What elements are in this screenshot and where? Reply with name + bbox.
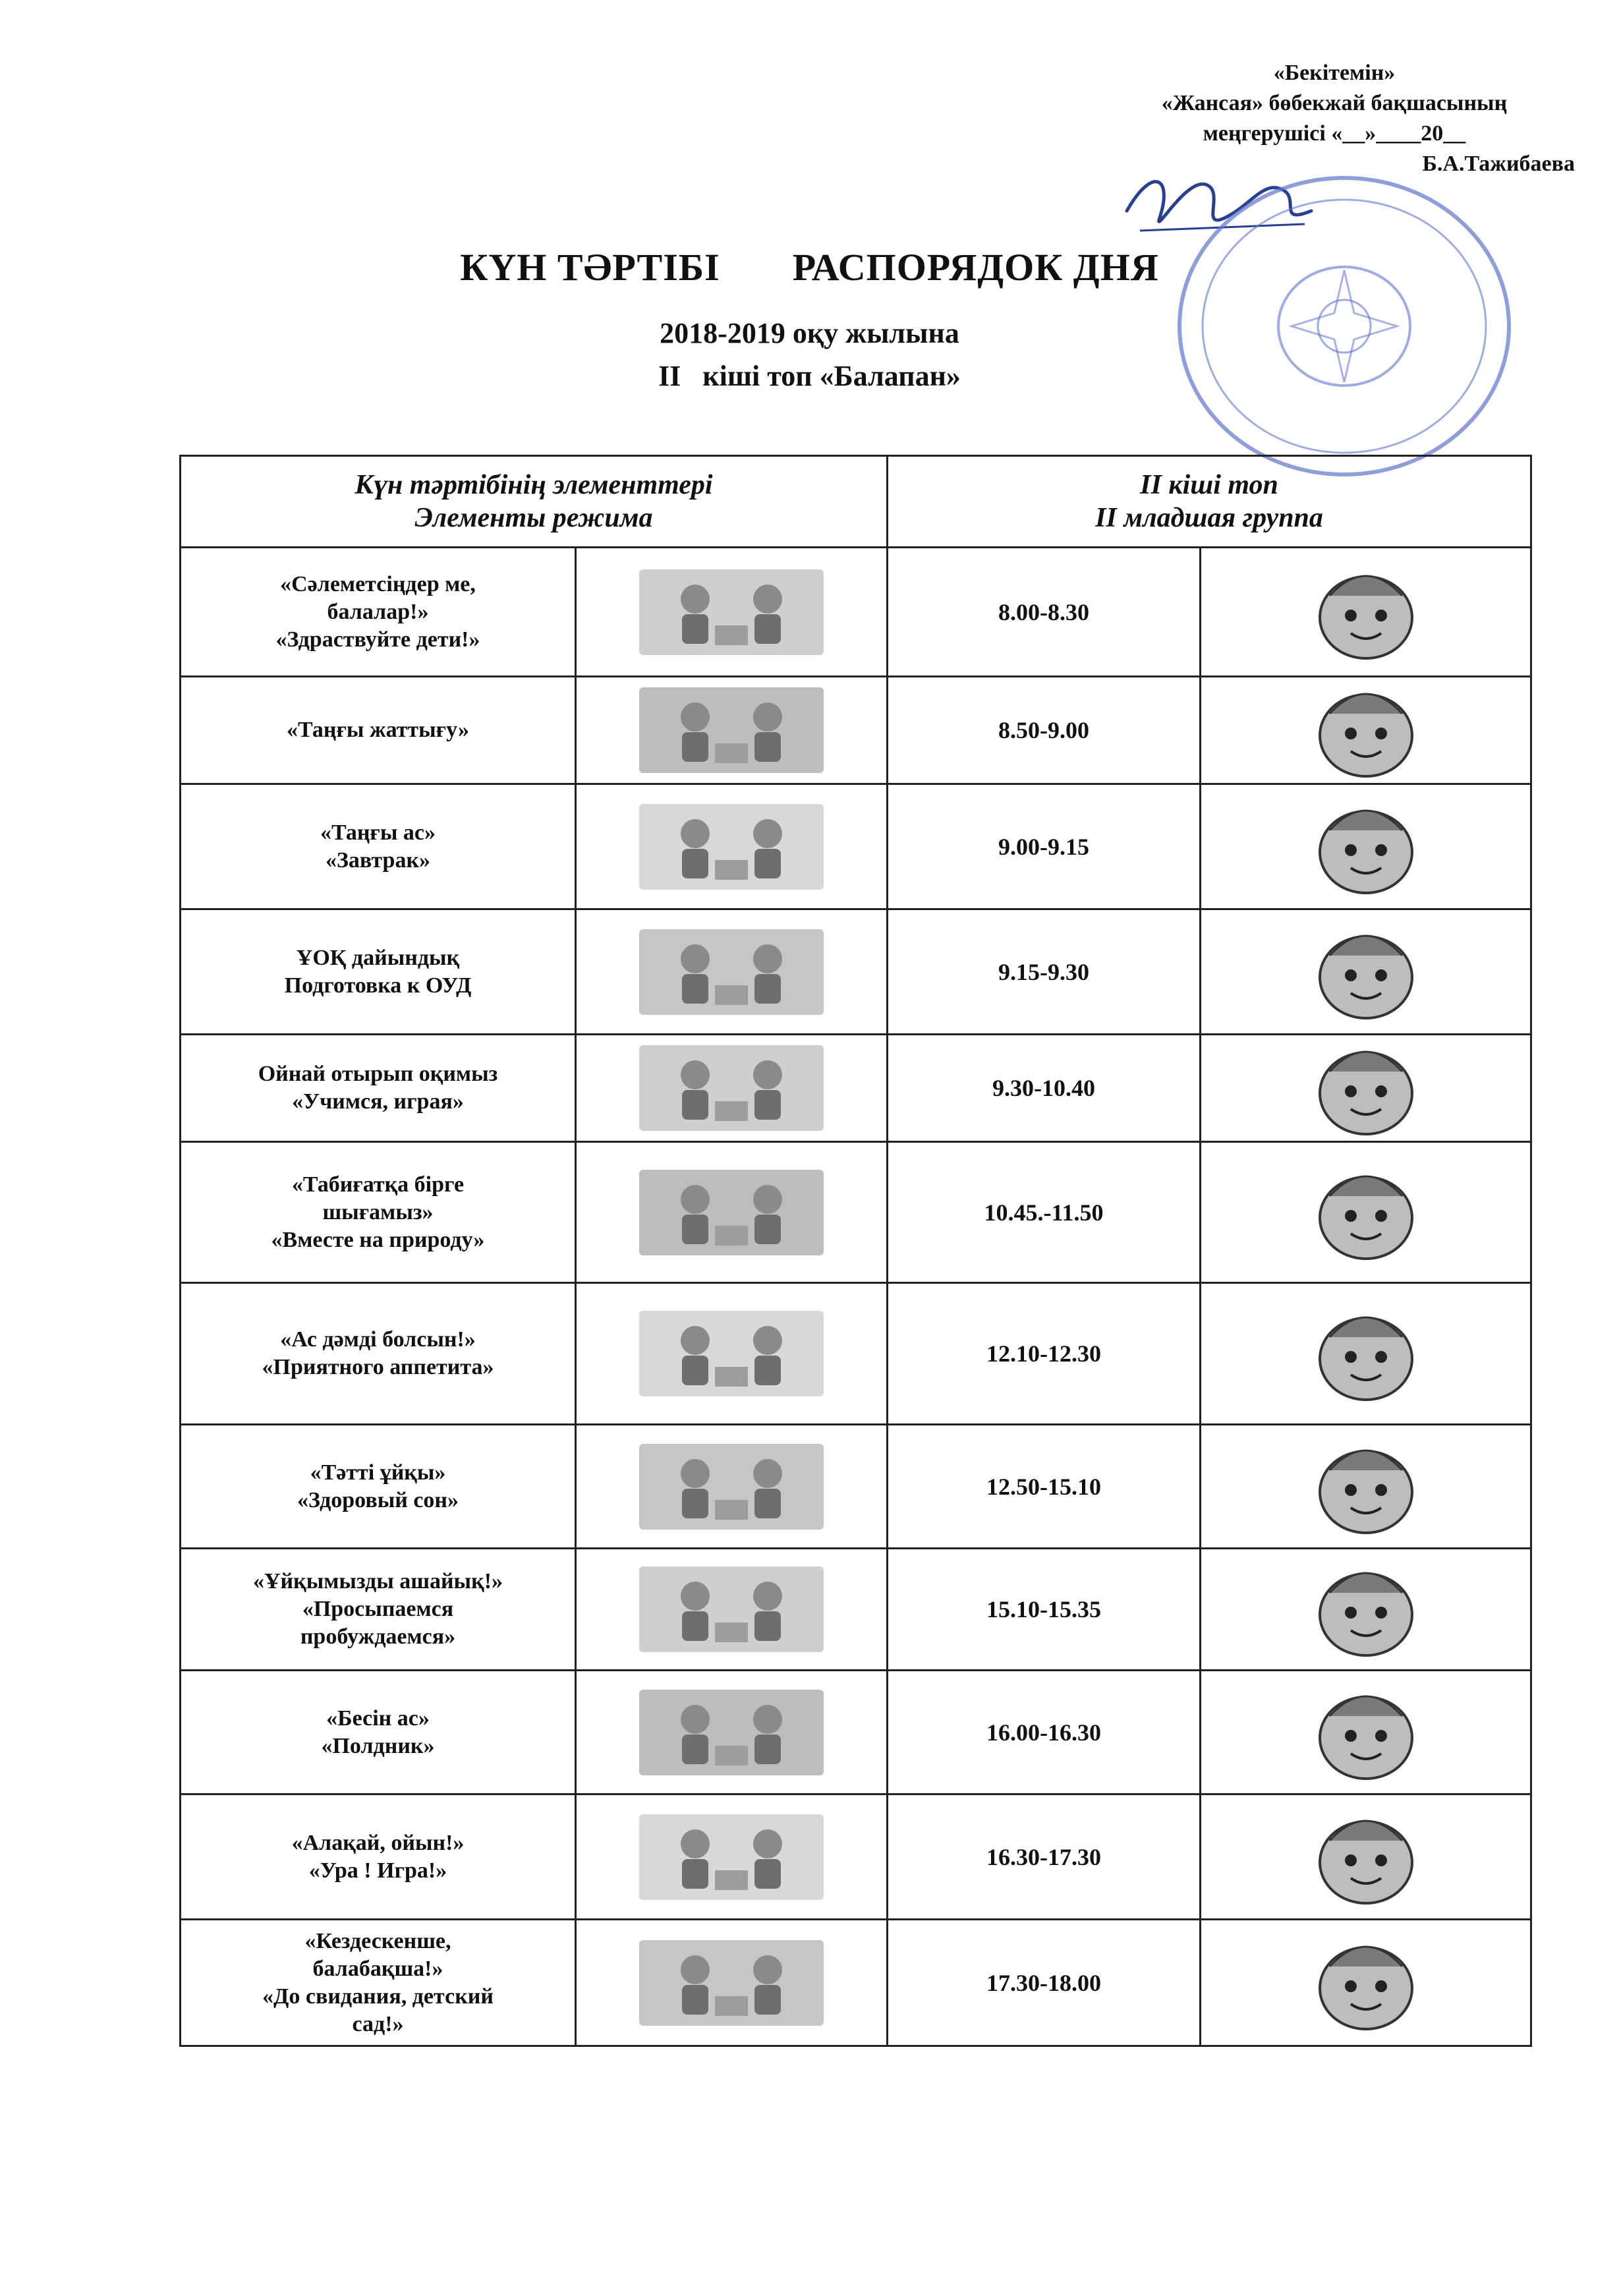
mascot-chef-icon [1290,1301,1442,1406]
approval-line-3: меңгерушісі «__»____20__ [1203,121,1466,146]
activity-cell [181,784,576,909]
children-preparing-icon [633,923,830,1021]
activity-line: «Приятного аппетита» [262,1355,494,1379]
activity-cell [181,909,576,1035]
breakfast-table-icon [633,797,830,896]
header-left-kz: Күн тәртібінің элементтері [355,470,713,500]
mascot-picture-cell [1201,909,1531,1035]
table-row [181,1549,1531,1671]
activity-picture-cell [576,548,888,677]
children-greeting-icon [633,563,830,662]
activity-picture-cell [576,1794,888,1920]
approval-line-1: «Бекітемін» [1273,61,1396,85]
activity-cell [181,548,576,677]
table-row [181,1794,1531,1920]
activity-picture-cell [576,1671,888,1794]
activity-cell [181,1142,576,1283]
time-cell: 8.00-8.30 [888,548,1201,677]
activity-line: «Ұйқымызды ашайық!» [252,1569,503,1593]
activity-line: пробуждаемся» [300,1624,456,1649]
chef-icon [1290,794,1442,900]
activity-picture-cell [576,1920,888,2046]
mascot-with-flower-icon [1290,1160,1442,1265]
time-cell: 9.00-9.15 [888,784,1201,909]
table-row [181,677,1531,784]
activity-line: «Таңғы жаттығу» [287,718,469,742]
classroom-icon [633,1039,830,1137]
children-sleeping-icon [633,1437,830,1536]
schedule-table [179,455,1532,2047]
table-row [181,1142,1531,1283]
mascot-goodbye-icon [1290,1930,1442,2036]
table-row [181,909,1531,1035]
activity-line: шығамыз» [322,1199,434,1224]
activity-cell [181,1549,576,1671]
table-header-row [181,456,1531,548]
activity-line: «Сәлеметсіңдер ме, [280,571,476,596]
time-cell: 9.30-10.40 [888,1035,1201,1142]
time-cell: 8.50-9.00 [888,677,1201,784]
mascot-picture-cell [1201,548,1531,677]
morning-exercise-icon [633,681,830,780]
activity-picture-cell [576,1283,888,1425]
table-row [181,1425,1531,1549]
title-kz: КҮН ТӘРТІБІ [460,246,720,289]
title-ru: РАСПОРЯДОК ДНЯ [792,246,1159,289]
playground-icon [633,1163,830,1262]
activity-line: Ойнай отырып оқимыз [258,1062,498,1086]
activity-picture-cell [576,677,888,784]
activity-line: «Просыпаемся [302,1597,454,1621]
mascot-picture-cell [1201,1283,1531,1425]
activity-line: балалар!» [327,599,429,624]
table-row [181,1035,1531,1142]
activity-picture-cell [576,1425,888,1549]
activity-picture-cell [576,1142,888,1283]
alarm-clock-icon [1290,560,1442,665]
mascot-waving-icon [1290,1804,1442,1910]
activity-line: «Тәтті ұйқы» [310,1460,446,1485]
header-right-ru: II младшая группа [1095,503,1323,533]
time-cell: 17.30-18.00 [888,1920,1201,2046]
activity-cell [181,1794,576,1920]
mascot-rocking-horse-icon [1290,1557,1442,1662]
activity-line: сад!» [352,2011,404,2036]
table-row [181,1671,1531,1794]
activity-line: «Учимся, играя» [292,1089,464,1114]
activity-line: «Ас дәмді болсын!» [280,1327,476,1352]
time-cell: 16.00-16.30 [888,1671,1201,1794]
mascot-with-book-icon [1290,1035,1442,1141]
schedule-body [181,548,1531,2046]
activity-line: «Здраствуйте дети!» [275,627,480,652]
clock-with-children-icon [1290,677,1442,783]
time-cell: 16.30-17.30 [888,1794,1201,1920]
pencils-icon [1290,919,1442,1025]
activity-line: «Вместе на природу» [271,1227,485,1252]
mascot-picture-cell [1201,1549,1531,1671]
page-title [0,245,1619,289]
table-row [181,784,1531,909]
activity-cell [181,1671,576,1794]
header-left-ru: Элементы режима [414,503,653,533]
activity-cell [181,1035,576,1142]
table-row [181,1920,1531,2046]
activity-line: Подготовка к ОУД [284,973,472,998]
activity-line: ҰОҚ дайындық [296,945,460,970]
activity-picture-cell [576,909,888,1035]
activity-picture-cell [576,1035,888,1142]
header-left [181,456,888,548]
activity-line: «Здоровый сон» [297,1487,459,1512]
activity-picture-cell [576,1549,888,1671]
activity-picture-cell [576,784,888,909]
activity-cell [181,1283,576,1425]
activity-line: «Ура ! Игра!» [308,1858,447,1883]
time-cell: 15.10-15.35 [888,1549,1201,1671]
mascot-picture-cell [1201,784,1531,909]
table-row [181,548,1531,677]
activity-line: «Таңғы ас» [320,820,436,845]
mascot-picture-cell [1201,1035,1531,1142]
mascot-picture-cell [1201,677,1531,784]
mascot-picture-cell [1201,1794,1531,1920]
activity-line: «Завтрак» [325,847,431,873]
header-right [888,456,1531,548]
time-cell: 10.45.-11.50 [888,1142,1201,1283]
time-cell: 12.50-15.10 [888,1425,1201,1549]
header-right-kz: II кіші топ [1140,470,1278,500]
activity-cell [181,1920,576,2046]
children-playing-icon [633,1808,830,1907]
family-goodbye-icon [633,1934,830,2032]
approval-line-2: «Жансая» бөбекжай бақшасының [1161,91,1508,115]
activity-cell [181,1425,576,1549]
mascot-picture-cell [1201,1425,1531,1549]
activity-line: «Алақай, ойын!» [291,1830,465,1855]
mascot-picture-cell [1201,1671,1531,1794]
activity-line: «Полдник» [321,1733,435,1758]
subtitle-year: 2018-2019 оқу жылына [660,317,959,349]
approval-signer: Б.А.Тажибаева [1422,152,1575,176]
activity-line: «Кездескенше, [304,1928,451,1953]
activity-line: «Бесін ас» [326,1706,430,1731]
children-snack-icon [633,1683,830,1782]
waking-up-icon [633,1560,830,1659]
mascot-reading-icon [1290,1680,1442,1785]
time-cell: 12.10-12.30 [888,1283,1201,1425]
time-cell: 9.15-9.30 [888,909,1201,1035]
mascot-sleeping-icon [1290,1434,1442,1539]
activity-line: «До свидания, детский [262,1984,494,2009]
mascot-picture-cell [1201,1920,1531,2046]
activity-cell [181,677,576,784]
activity-line: балабақша!» [312,1956,443,1981]
subtitle-group: II кіші топ «Балапан» [658,360,961,392]
activity-line: «Табиғатқа бірге [291,1172,465,1197]
mascot-picture-cell [1201,1142,1531,1283]
children-eating-icon [633,1304,830,1403]
table-row [181,1283,1531,1425]
